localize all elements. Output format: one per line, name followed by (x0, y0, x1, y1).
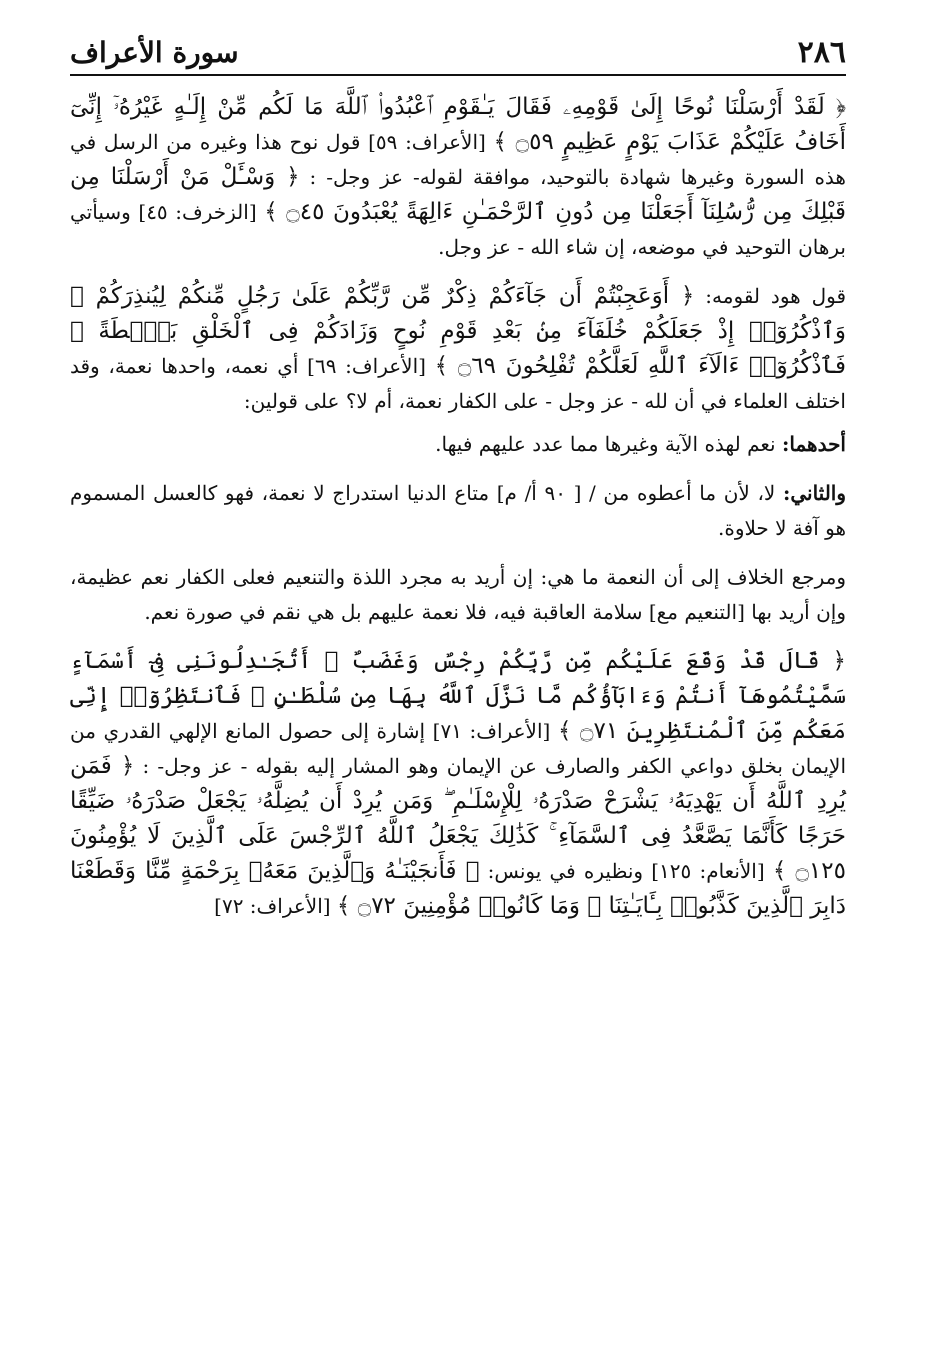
quran-verse: ﴿ لَقَدْ أَرْسَلْنَا نُوحًا إِلَىٰ قَوْمِهِۦ فَقَالَ يَـٰقَوْمِ ٱعْبُدُوا۟ ٱللَّهَ مَا لَكُم مِّنْ إِلَـٰهٍ غَيْرُهُۥٓ إِنِّىٓ أَخَافُ عَلَيْكُمْ عَذَابَ يَوْمٍ عَظِيمٍ ۝٥٩ ﴾ (70, 94, 846, 155)
page-header (70, 28, 846, 76)
opinion-label: والثاني: (782, 481, 847, 505)
quran-verse: ﴿ وَسْـَٔلْ مَنْ أَرْسَلْنَا مِن قَبْلِكَ مِن رُّسُلِنَآ أَجَعَلْنَا مِن دُونِ ٱلرَّحْمَـٰنِ ءَالِهَةً يُعْبَدُونَ ۝٤٥ ﴾ (70, 164, 846, 225)
page-number: ٢٨٦ (797, 35, 846, 70)
paragraph-second-opinion (70, 476, 846, 546)
commentary-text: [الأنعام: ١٢٥] ونظيره في يونس: (479, 859, 773, 883)
commentary-text: [الأعراف: ٦٩] أي نعمه، واحدها نعمة، وقد اختلف العلماء في أن لله - عز وجل - على الكفار نعمة، أم لا؟ على قولين: (70, 354, 846, 413)
commentary-text: لا، لأن ما أعطوه من / [ ٩٠ أ/ م] متاع الدنيا استدراج لا نعمة، فهو كالعسل المسموم هو آفة لا حلاوة. (70, 481, 846, 540)
commentary-text: [الزخرف: ٤٥] وسيأتي برهان التوحيد في موضعه، إن شاء الله - عز وجل. (70, 200, 846, 259)
quran-verse: ﴿ أَوَعَجِبْتُمْ أَن جَآءَكُمْ ذِكْرٌ مِّن رَّبِّكُمْ عَلَىٰ رَجُلٍ مِّنكُمْ لِيُنذِرَكُمْ ۚ وَٱذْكُرُوٓا۟ إِذْ جَعَلَكُمْ خُلَفَآءَ مِنۢ بَعْدِ قَوْمِ نُوحٍ وَزَادَكُمْ فِى ٱلْخَلْقِ بَصْۜطَةً ۖ فَٱذْكُرُوٓا۟ ءَالَآءَ ٱللَّهِ لَعَلَّكُمْ تُفْلِحُونَ ۝٦٩ ﴾ (70, 283, 846, 379)
commentary-text: قول هود لقومه: (694, 284, 847, 308)
quran-verse: ﴿ فَمَن يُرِدِ ٱللَّهُ أَن يَهْدِيَهُۥ يَشْرَحْ صَدْرَهُۥ لِلْإِسْلَـٰمِ ۖ وَمَن يُرِدْ أَن يُضِلَّهُۥ يَجْعَلْ صَدْرَهُۥ ضَيِّقًا حَرَجًا كَأَنَّمَا يَصَّعَّدُ فِى ٱلسَّمَآءِ ۚ كَذَٰلِكَ يَجْعَلُ ٱللَّهُ ٱلرِّجْسَ عَلَى ٱلَّذِينَ لَا يُؤْمِنُونَ ۝١٢٥ ﴾ (70, 753, 846, 884)
paragraph-first-opinion (70, 427, 846, 462)
commentary-text: ومرجع الخلاف إلى أن النعمة ما هي: إن أريد به مجرد اللذة والتنعيم فعلى الكفار نعم عظيمة، وإن أريد بها [التنعيم مع] سلامة العاقبة فيه، فلا نعمة عليهم بل هي نقم في صورة نعم. (70, 565, 846, 624)
paragraph-hud (70, 279, 846, 419)
paragraph-nuh (70, 90, 846, 265)
surah-title: سورة الأعراف (70, 36, 239, 69)
commentary-text: [الأعراف: ٧٢] (214, 894, 337, 918)
page-body (70, 90, 846, 924)
quran-verse: ﴿ فَأَنجَيْنَـٰهُ وَٱلَّذِينَ مَعَهُۥ بِرَحْمَةٍ مِّنَّا وَقَطَعْنَا دَابِرَ ٱلَّذِينَ كَذَّبُوا۟ بِـَٔايَـٰتِنَا ۖ وَمَا كَانُوا۟ مُؤْمِنِينَ ۝٧٢ ﴾ (70, 858, 846, 919)
book-page (70, 28, 846, 932)
quran-verse: ﴿ قَالَ قَدْ وَقَعَ عَلَيْكُم مِّن رَّبِّكُمْ رِجْسٌ وَغَضَبٌ ۖ أَتُجَـٰدِلُونَنِى فِىٓ أَسْمَآءٍ سَمَّيْتُمُوهَآ أَنتُمْ وَءَابَآؤُكُم مَّا نَزَّلَ ٱللَّهُ بِهَا مِن سُلْطَـٰنٍ ۚ فَٱنتَظِرُوٓا۟ إِنِّى مَعَكُم مِّنَ ٱلْمُنتَظِرِينَ ۝٧١ ﴾ (70, 648, 846, 744)
commentary-text: نعم لهذه الآية وغيرها مما عدد عليهم فيها. (435, 432, 782, 456)
commentary-text: [الأعراف: ٧١] إشارة إلى حصول المانع الإلهي القدري من الإيمان بخلق دواعي الكفر والصارف عن الإيمان وهو المشار إليه بقوله - عز وجل- : (70, 719, 846, 778)
commentary-text: [الأعراف: ٥٩] قول نوح هذا وغيره من الرسل في هذه السورة وغيرها شهادة بالتوحيد، موافقة لقوله- عز وجل- : (70, 130, 846, 189)
opinion-label: أحدهما: (781, 432, 846, 456)
paragraph-dispute-origin (70, 560, 846, 630)
paragraph-hud-warning (70, 644, 846, 924)
